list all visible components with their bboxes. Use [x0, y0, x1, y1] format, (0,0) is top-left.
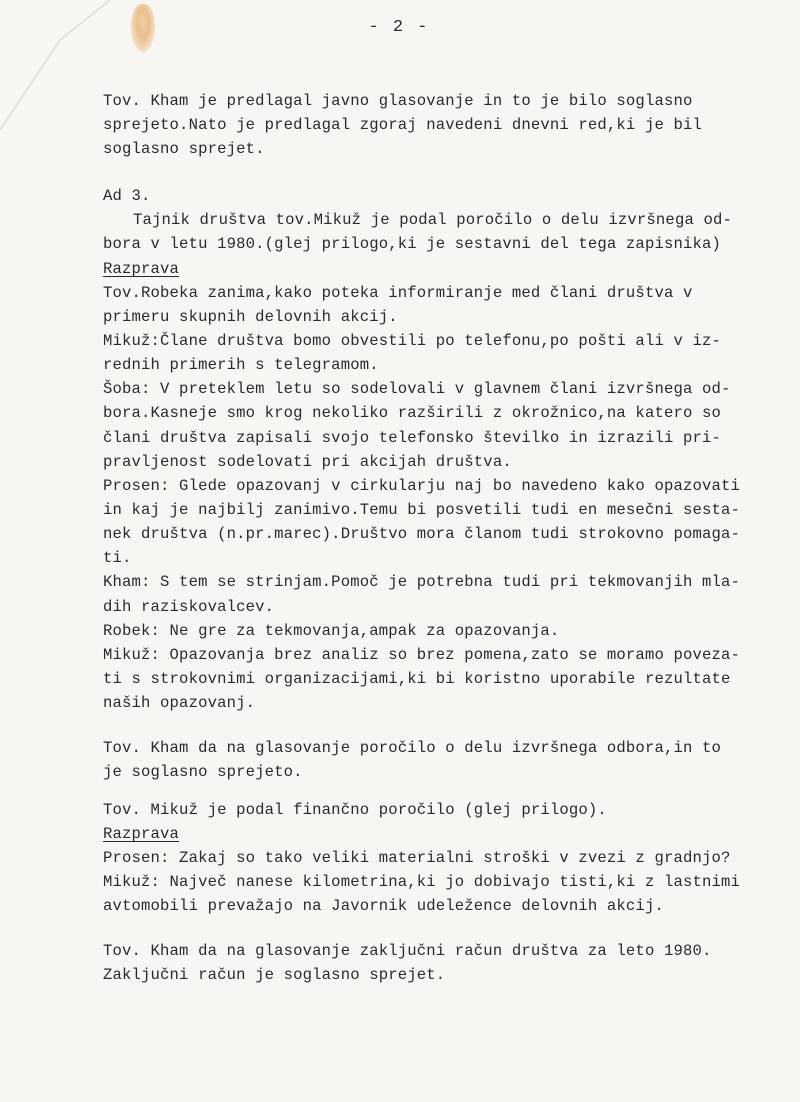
text-line: ti.: [103, 549, 132, 567]
text-line: Prosen: Zakaj so tako veliki materialni stroški v zvezi z gradnjo?: [103, 849, 731, 867]
text-line: rednih primerih s telegramom.: [103, 356, 379, 374]
discussion-heading: Razprava: [103, 825, 180, 843]
text-line: ti s strokovnimi organizacijami,ki bi koristno uporabile rezultate: [103, 670, 731, 688]
text-line: pravljenost sodelovati pri akcijah društva.: [103, 453, 512, 471]
text-line: je soglasno sprejeto.: [103, 763, 303, 781]
paper-fold-mark: [0, 0, 120, 140]
section-heading: Ad 3.: [103, 187, 151, 205]
text-line: Tov. Kham da na glasovanje zaključni račun društva za leto 1980.: [103, 942, 712, 960]
text-line: Mikuž:Člane društva bomo obvestili po telefonu,po pošti ali v iz-: [103, 332, 722, 350]
text-line: dih raziskovalcev.: [103, 598, 275, 616]
text-line: Zaključni račun je soglasno sprejet.: [103, 966, 446, 984]
text-line: Tov.Robeka zanima,kako poteka informiranje med člani društva v: [103, 284, 693, 302]
discussion-heading: Razprava: [103, 260, 180, 278]
text-line: avtomobili prevažajo na Javornik udeležence delovnih akcij.: [103, 897, 664, 915]
text-line: Mikuž: Opazovanja brez analiz so brez pomena,zato se moramo poveza-: [103, 646, 741, 664]
text-line: Mikuž: Največ nanese kilometrina,ki jo dobivajo tisti,ki z lastnimi: [103, 873, 741, 891]
text-line: člani društva zapisali svojo telefonsko številko in izrazili pri-: [103, 429, 722, 447]
text-line: Tajnik društva tov.Mikuž je podal poročilo o delu izvršnega od-: [133, 211, 732, 229]
text-line: Kham: S tem se strinjam.Pomoč je potrebna tudi pri tekmovanjih mla-: [103, 573, 741, 591]
paper-stain: [131, 4, 155, 52]
text-line: in kaj je najbilj zanimivo.Temu bi posvetili tudi en mesečni sesta-: [103, 501, 741, 519]
text-line: Robek: Ne gre za tekmovanja,ampak za opazovanja.: [103, 622, 560, 640]
text-line: Prosen: Glede opazovanj v cirkularju naj bo navedeno kako opazovati: [103, 477, 741, 495]
text-line: Tov. Kham je predlagal javno glasovanje in to je bilo soglasno: [103, 92, 693, 110]
text-line: nek društva (n.pr.marec).Društvo mora članom tudi strokovno pomaga-: [103, 525, 741, 543]
text-line: naših opazovanj.: [103, 694, 256, 712]
text-line: Tov. Kham da na glasovanje poročilo o delu izvršnega odbora,in to: [103, 739, 722, 757]
text-line: soglasno sprejet.: [103, 140, 265, 158]
text-line: Tov. Mikuž je podal finančno poročilo (glej prilogo).: [103, 801, 607, 819]
page-number: - 2 -: [368, 18, 430, 37]
text-line: bora v letu 1980.(glej prilogo,ki je sestavni del tega zapisnika): [103, 235, 722, 253]
text-line: Šoba: V preteklem letu so sodelovali v glavnem člani izvršnega od-: [103, 380, 731, 398]
text-line: sprejeto.Nato je predlagal zgoraj navedeni dnevni red,ki je bil: [103, 116, 702, 134]
text-line: primeru skupnih delovnih akcij.: [103, 308, 398, 326]
text-line: bora.Kasneje smo krog nekoliko razširili z okrožnico,na katero so: [103, 404, 722, 422]
